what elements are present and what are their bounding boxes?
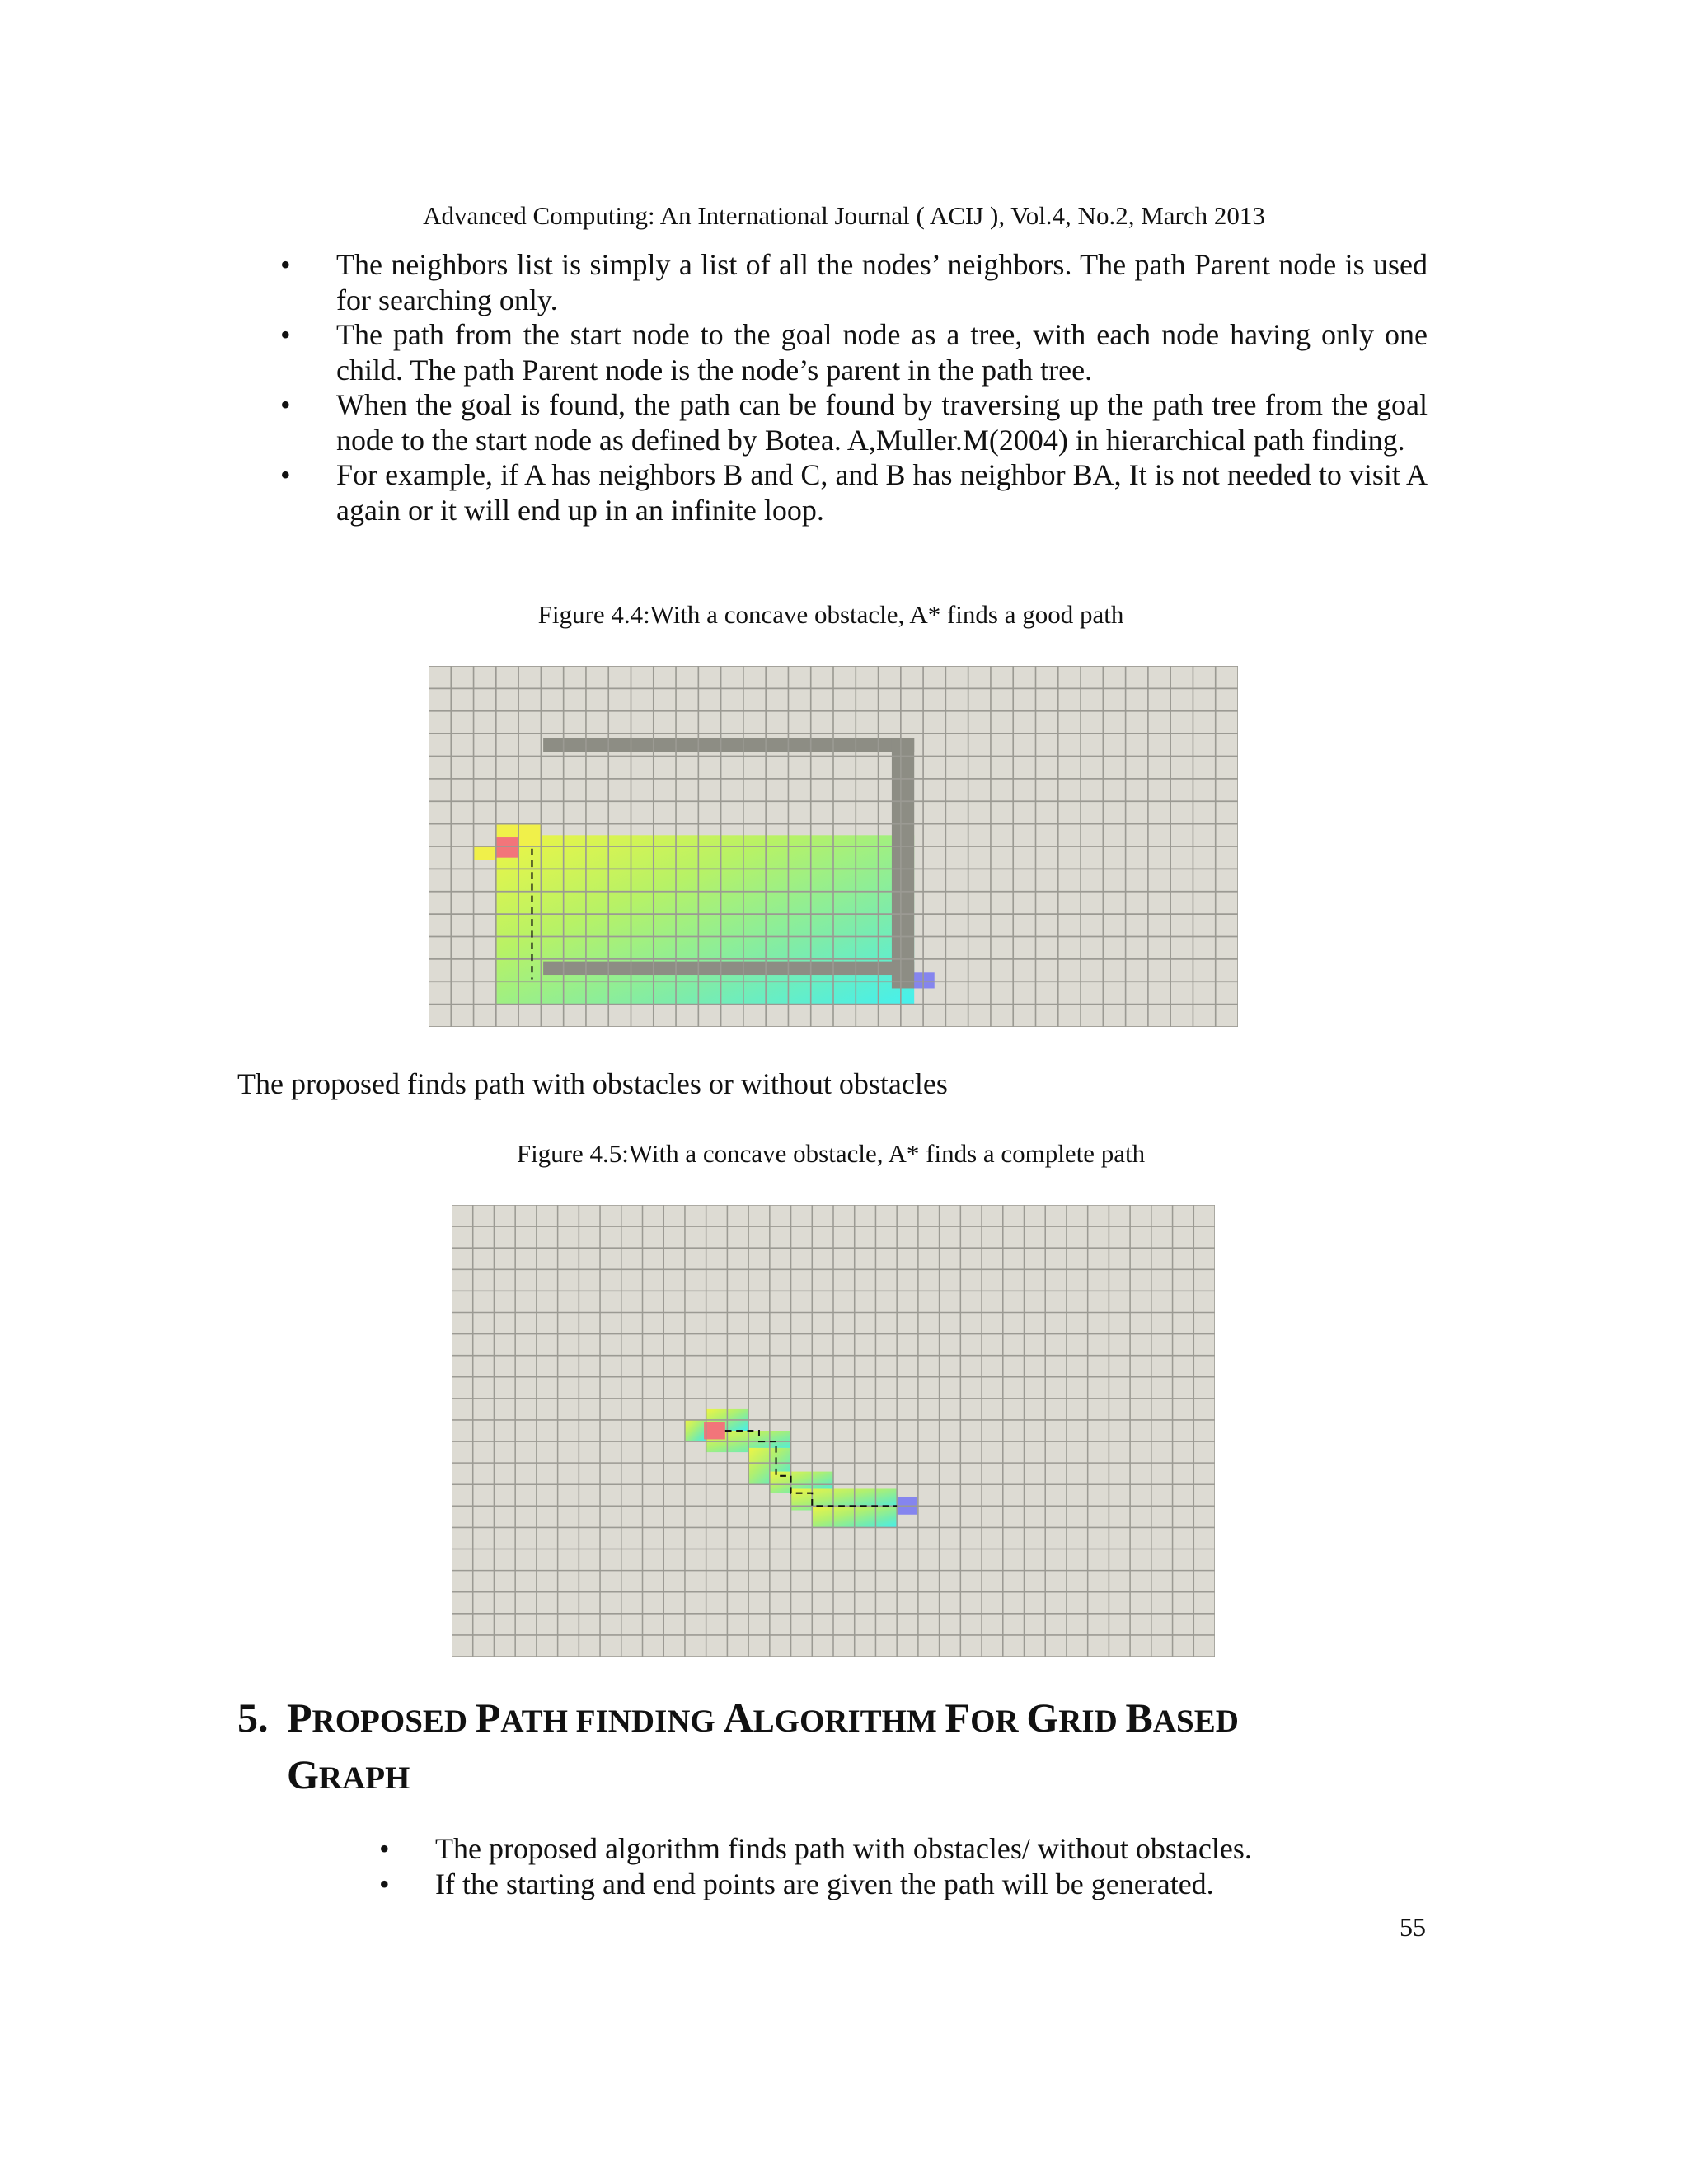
- figure-4-4-grid: [429, 666, 1238, 1027]
- explored-region: [496, 835, 914, 1004]
- list-item-text: The neighbors list is simply a list of all the nodes’ neighbors. The path Parent node is used for searching only.: [336, 248, 1428, 316]
- list-item: [379, 1867, 1451, 1902]
- section-title-text: PROPOSED PATH FINDING ALGORITHM FOR GRID BASED GRAPH: [287, 1694, 1239, 1797]
- list-item-text: The proposed algorithm finds path with obstacles/ without obstacles.: [435, 1832, 1252, 1865]
- figure-4-5-grid: [452, 1205, 1215, 1657]
- journal-header: Advanced Computing: An International Journal ( ACIJ ), Vol.4, No.2, March 2013: [423, 201, 1265, 230]
- explored-cell: [474, 846, 496, 860]
- list-item: [280, 247, 1428, 317]
- bullet-icon: •: [379, 1832, 390, 1865]
- obstacle-right-wall: [892, 738, 914, 989]
- obstacle-top-wall: [543, 738, 914, 752]
- figure-4-4: [429, 666, 1238, 1027]
- list-item: [379, 1831, 1451, 1867]
- figure-4-5: [452, 1205, 1215, 1657]
- obstacle-bottom-wall: [543, 962, 914, 975]
- list-item: [280, 317, 1428, 387]
- start-cell: [496, 837, 518, 858]
- list-item: [280, 457, 1428, 527]
- bullet-list-bottom: [379, 1831, 1451, 1901]
- figure-4-4-caption: Figure 4.4:With a concave obstacle, A* finds a good path: [537, 600, 1124, 629]
- bullet-icon: •: [280, 248, 291, 281]
- page-number: 55: [1400, 1912, 1426, 1942]
- section-heading: [237, 1691, 1523, 1805]
- bullet-icon: •: [379, 1867, 390, 1900]
- bullet-list-top: [280, 247, 1428, 527]
- list-item-text: If the starting and end points are given the path will be generated.: [435, 1867, 1214, 1900]
- bullet-icon: •: [280, 388, 291, 421]
- paragraph: The proposed finds path with obstacles or without obstacles: [237, 1067, 948, 1100]
- figure-4-5-caption: Figure 4.5:With a concave obstacle, A* finds a complete path: [516, 1139, 1146, 1168]
- grid-lines: [452, 1205, 1215, 1657]
- list-item-text: For example, if A has neighbors B and C, and B has neighbor BA, It is not needed to visit A again or it will end up in an infinite loop.: [336, 458, 1428, 527]
- list-item: [280, 387, 1428, 457]
- section-number: 5.: [237, 1694, 269, 1741]
- list-item-text: The path from the start node to the goal node as a tree, with each node having only one child. The path Parent node is the node’s parent in the path tree.: [336, 318, 1428, 387]
- bullet-icon: •: [280, 458, 291, 491]
- list-item-text: When the goal is found, the path can be found by traversing up the path tree from the goal node to the start node as defined by Botea. A,Muller.M(2004) in hierarchical path finding.: [336, 388, 1428, 457]
- bullet-icon: •: [280, 318, 291, 351]
- start-cell: [704, 1422, 725, 1440]
